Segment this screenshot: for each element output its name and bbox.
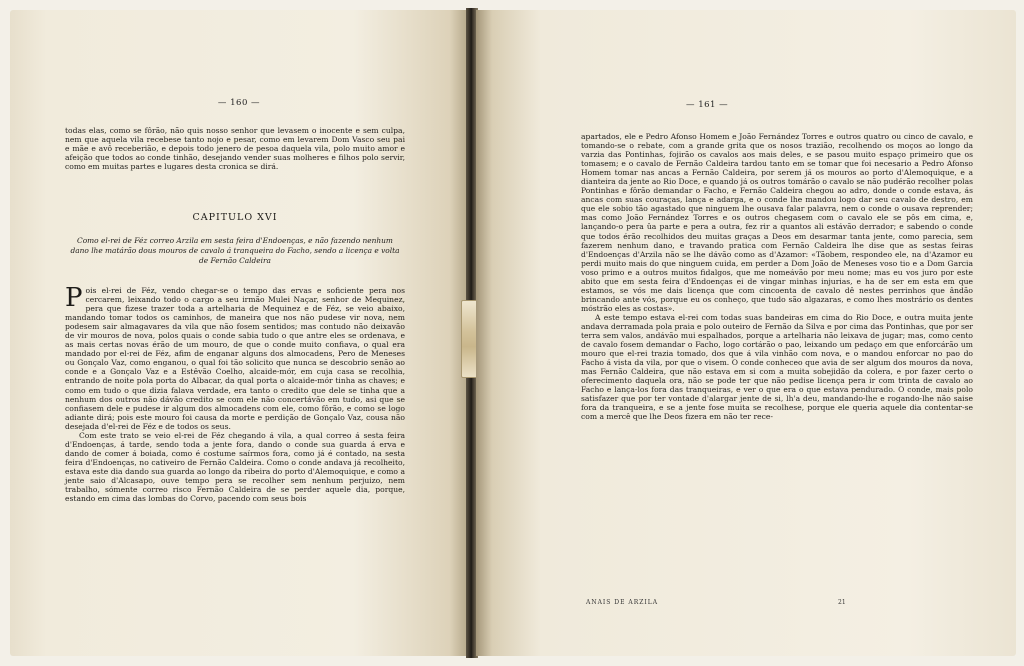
- chapter-body: [65, 283, 405, 504]
- chapter-heading: CAPITULO XVI: [192, 212, 278, 223]
- right-paragraph-2: A este tempo estava el-rei com todas suas bandeiras em cima do Rio Doce, e outra muita jente andava derramada pola praia e polo outeiro de Fernão da Silva e por cima das Pontinhas, que por ser terra sem valos, andávão mui espalhados, porque a artelharia não leixava de jugar; mas, como cento de cavalo fosem demandar o Facho, logo cortárão o pao, leixando um pedaço em que enforcárão um mouro que el-rei trazia tomado, dos que á vila vinhão com nova, e o mandou enforcar no pao do Facho á vista da vila, por que o visem. O conde conheceo que avia de ser algum dos mouros da nova, mas Fernão Caldeira, que não estava em si com a muita sobejidão da colera, e por fazer certo o oferecimento daquela ora, não se pode ter que não pedise licença pera ir com trinta de cavalo ao Facho e lança-los fora das tranqueiras, e ver o que era o que estava pendurado. O conde, mais polo satisfazer que por ter vontade d'alargar jente de si, lh'a deu, mandando-lhe e rogando-lhe não saise fora da tranqueira, e se a jente fose muita se recolhese, porque ele queria aquele dia contentar-se com a mercê que lhe Deos fizera em não ter rece-: [581, 312, 973, 422]
- opening-paragraph-text: todas elas, como se fôrão, não quis nosso senhor que levasem o inocente e sem culpa, nem que aquela vila recebese tanto nojo e pesar, como em levarem Dom Vasco seu pai e mãe e avô receberião, e depois todo jenero de pesoa daquela vila, polo muito amor e afeição que todos ao conde tinhão, desejando vender suas molheres e filhos polo servir, como em muitas partes e lugares desta cronica se dirá.: [65, 126, 405, 172]
- right-page-body: [581, 132, 973, 422]
- chapter-summary: Como el-rei de Féz correo Arzila em sesta feira d'Endoenças, e não fazendo nenhum dano lhe matárão dous mouros de cavalo á tranqueira do Facho, sendo a licença e volta de Fernão Caldeira: [70, 236, 400, 265]
- page-number-right: — 161 —: [686, 100, 729, 110]
- right-paragraph-1: apartados, ele e Pedro Afonso Homem e João Fernández Torres e outros quatro ou cinco de cavalo, e tomando-se o rebate, com a grande grita que os nosos trazião, recolhendo os moços ao longo da varzia das Pontinhas, fojirão os cavalos aos mais deles, e se pasou muito espaço primeiro que os tomasem; e o cavalo de Fernão Caldeira tardou tanto em se tomar que foi necesario a Pedro Afonso Homem tomar nas ancas a Fernão Caldeira, por serem já os mouros ao porto d'Alemoquique, e a dianteira da jente ao Rio Doce, e quando já os outros tomárão o cavalo se não pudérão recolher polas Pontinhas e fôrão demandar o Facho, e Fernão Caldeira chegou ao adro, donde o conde estava, ás ancas com suas couraças, lança e adarga, e o conde lhe mandou logo dar seu cavalo de destro, em que ele sobio tão agastado que ninguem lhe ousava falar palavra, nem o conde o ousava reprender; mas como João Fernández Torres e os outros chegasem com o cavalo ele se pôs em cima, e, lançando-o pera ûa parte e pera a outra, fez rir a quantos ali estávão derrador; e sabendo o conde que todos érão recolhidos deu muitas graças a Deos em desarmar tanta jente, como parecia, sem fazerem nenhum dano, e travando pratica com Fernão Caldeira lhe dise que as sestas feiras d'Endoenças d'Arzila não se lhe dávão como as d'Azamor: «Tãobem, respondeo ele, na d'Azamor eu perdi muito mais do que ninguem cuida, em perder a Dom João de Meneses voso tio e a Dom Garcia voso primo e a outros muitos fidalgos, que me nomeávão por meu nome; mas eu vos juro por este abito que em sesta feira d'Endoenças ei de vingar minhas injurias, e ha de ser em esta em que estamos, se vós me dais licença que com cincoenta de cavalo dê nestes perrinhos que ândão brincando ante vós, porque eu os conheço, que tudo são algazaras, e como lhes mostrário os dentes móstrão eles as costas».: [581, 132, 973, 313]
- left-page: [10, 10, 468, 656]
- footer-title: ANAIS DE ARZILA: [586, 599, 659, 606]
- chapter-paragraph-1: [65, 283, 405, 431]
- chapter-paragraph-2: Com este trato se veio el-rei de Féz chegando á vila, a qual correo á sesta feira d'Endoenças, á tarde, sendo toda a jente fora, dando o conde sua guarda á erva e dando de comer á boiada, como é costume saírmos fora, como já é contado, na sesta feira d'Endoenças, no cativeiro de Fernão Caldeira. Como o conde andava já recolheito, estava este dia dando sua guarda ao longo da ribeira do porto d'Alemoquique, e como a jente saio d'Alcasapo, ouve tempo pera se recolher sem nenhum perjuizo, nem trabalho, sómente correo risco Fernão Caldeira de se perder aquele dia, porque, estando em cima das lombas do Corvo, pacendo com seus bois: [65, 430, 405, 504]
- drop-cap-letter: P: [65, 283, 83, 313]
- opening-paragraph: [65, 126, 405, 171]
- chapter-paragraph-1-text: ois el-rei de Féz, vendo chegar-se o tempo das ervas e soficiente pera nos cercarem, leixando todo o cargo a seu irmão Mulei Naçar, senhor de Mequinez, pera que fizese trazer toda a artelharia de Mequinez e de Féz, se veio abaixo, mandando tomar todos os caminhos, de maneira que nos não pudese vir nova, nem podesem sair almagavares da vila que não fosem sentidos; mas contudo não deixavão de vir mouros de nova, polos quais o conde sabia tudo o que antre eles se ordenava, e as mais certas novas érão de um mouro, de que o conde muito confiava, o qual era mandado por el-rei de Féz, afim de enganar alguns dos almocadens, Pero de Meneses ou Gonçalo Vaz, como enganou, o qual foi tão solicito que nunca se descobrio senão ao conde e a Gonçalo Vaz e a Estêvão Coelho, alcaide-mór, em cuja casa se recolhia, entrando de noite pola porta do Albacar, da qual porta o alcaide-mór tinha as chaves; e como em tudo o que dizia falava verdade, era tanto o credito que dele se tinha que a nenhum dos outros não dávão credito se com ele não concertávão em tudo, asi que se confiasem dele e pudese ir algum dos almocadens com ele, como fôrão, e como se logo adiante dirá; pois este mouro foi causa da morte e perdição de Gonçalo Vaz, cousa não desejada d'el-rei de Féz e de todos os seus.: [65, 286, 405, 431]
- right-page: [476, 10, 1016, 656]
- footer-signature-mark: 21: [838, 599, 846, 606]
- page-number-left: — 160 —: [217, 98, 261, 108]
